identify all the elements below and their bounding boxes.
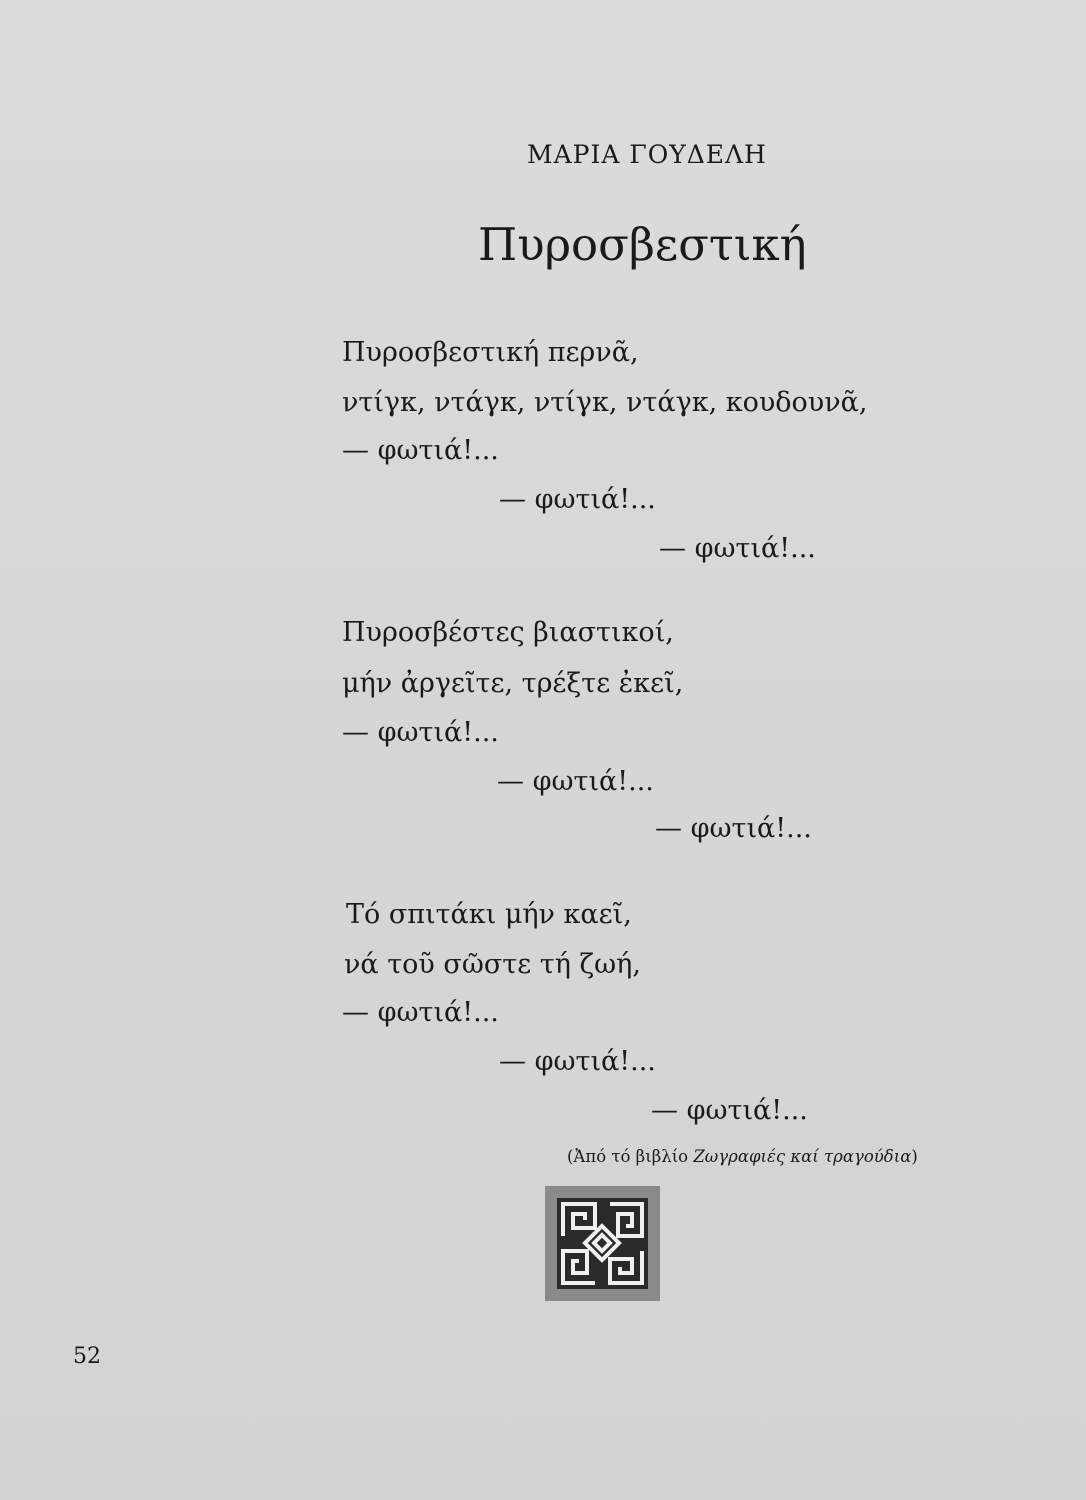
poem-line: ντίγκ, ντάγκ, ντίγκ, ντάγκ, κουδουνᾶ,: [342, 387, 868, 418]
poem-line: Πυροσβέστες βιαστικοί,: [342, 617, 674, 648]
greek-key-ornament-icon: [545, 1186, 660, 1301]
source-book-title: Ζωγραφιές καί τραγούδια: [693, 1147, 912, 1166]
poem-title: Πυροσβεστική: [478, 218, 807, 271]
poem-line: — φωτιά!...: [499, 1046, 656, 1077]
poem-line: — φωτιά!...: [659, 533, 816, 564]
poem-line: — φωτιά!...: [655, 813, 812, 844]
poem-line: — φωτιά!...: [342, 997, 499, 1028]
poem-line: νά τοῦ σῶστε τή ζωή,: [344, 949, 641, 980]
poem-line: Πυροσβεστική περνᾶ,: [342, 337, 639, 368]
poem-line: Τό σπιτάκι μήν καεῖ,: [346, 899, 632, 930]
poem-line: — φωτιά!...: [497, 766, 654, 797]
poem-author: ΜΑΡΙΑ ΓΟΥΔΕΛΗ: [527, 140, 767, 169]
poem-line: μήν ἀργεῖτε, τρέξτε ἐκεῖ,: [342, 668, 684, 699]
poem-line: — φωτιά!...: [342, 717, 499, 748]
poem-line: — φωτιά!...: [342, 435, 499, 466]
page-number: 52: [73, 1344, 101, 1369]
poem-line: — φωτιά!...: [651, 1095, 808, 1126]
source-prefix: (Ἀπό τό βιβλίο: [567, 1147, 694, 1166]
poem-line: — φωτιά!...: [499, 484, 656, 515]
source-suffix: ): [911, 1147, 918, 1166]
source-citation: [567, 1147, 918, 1166]
